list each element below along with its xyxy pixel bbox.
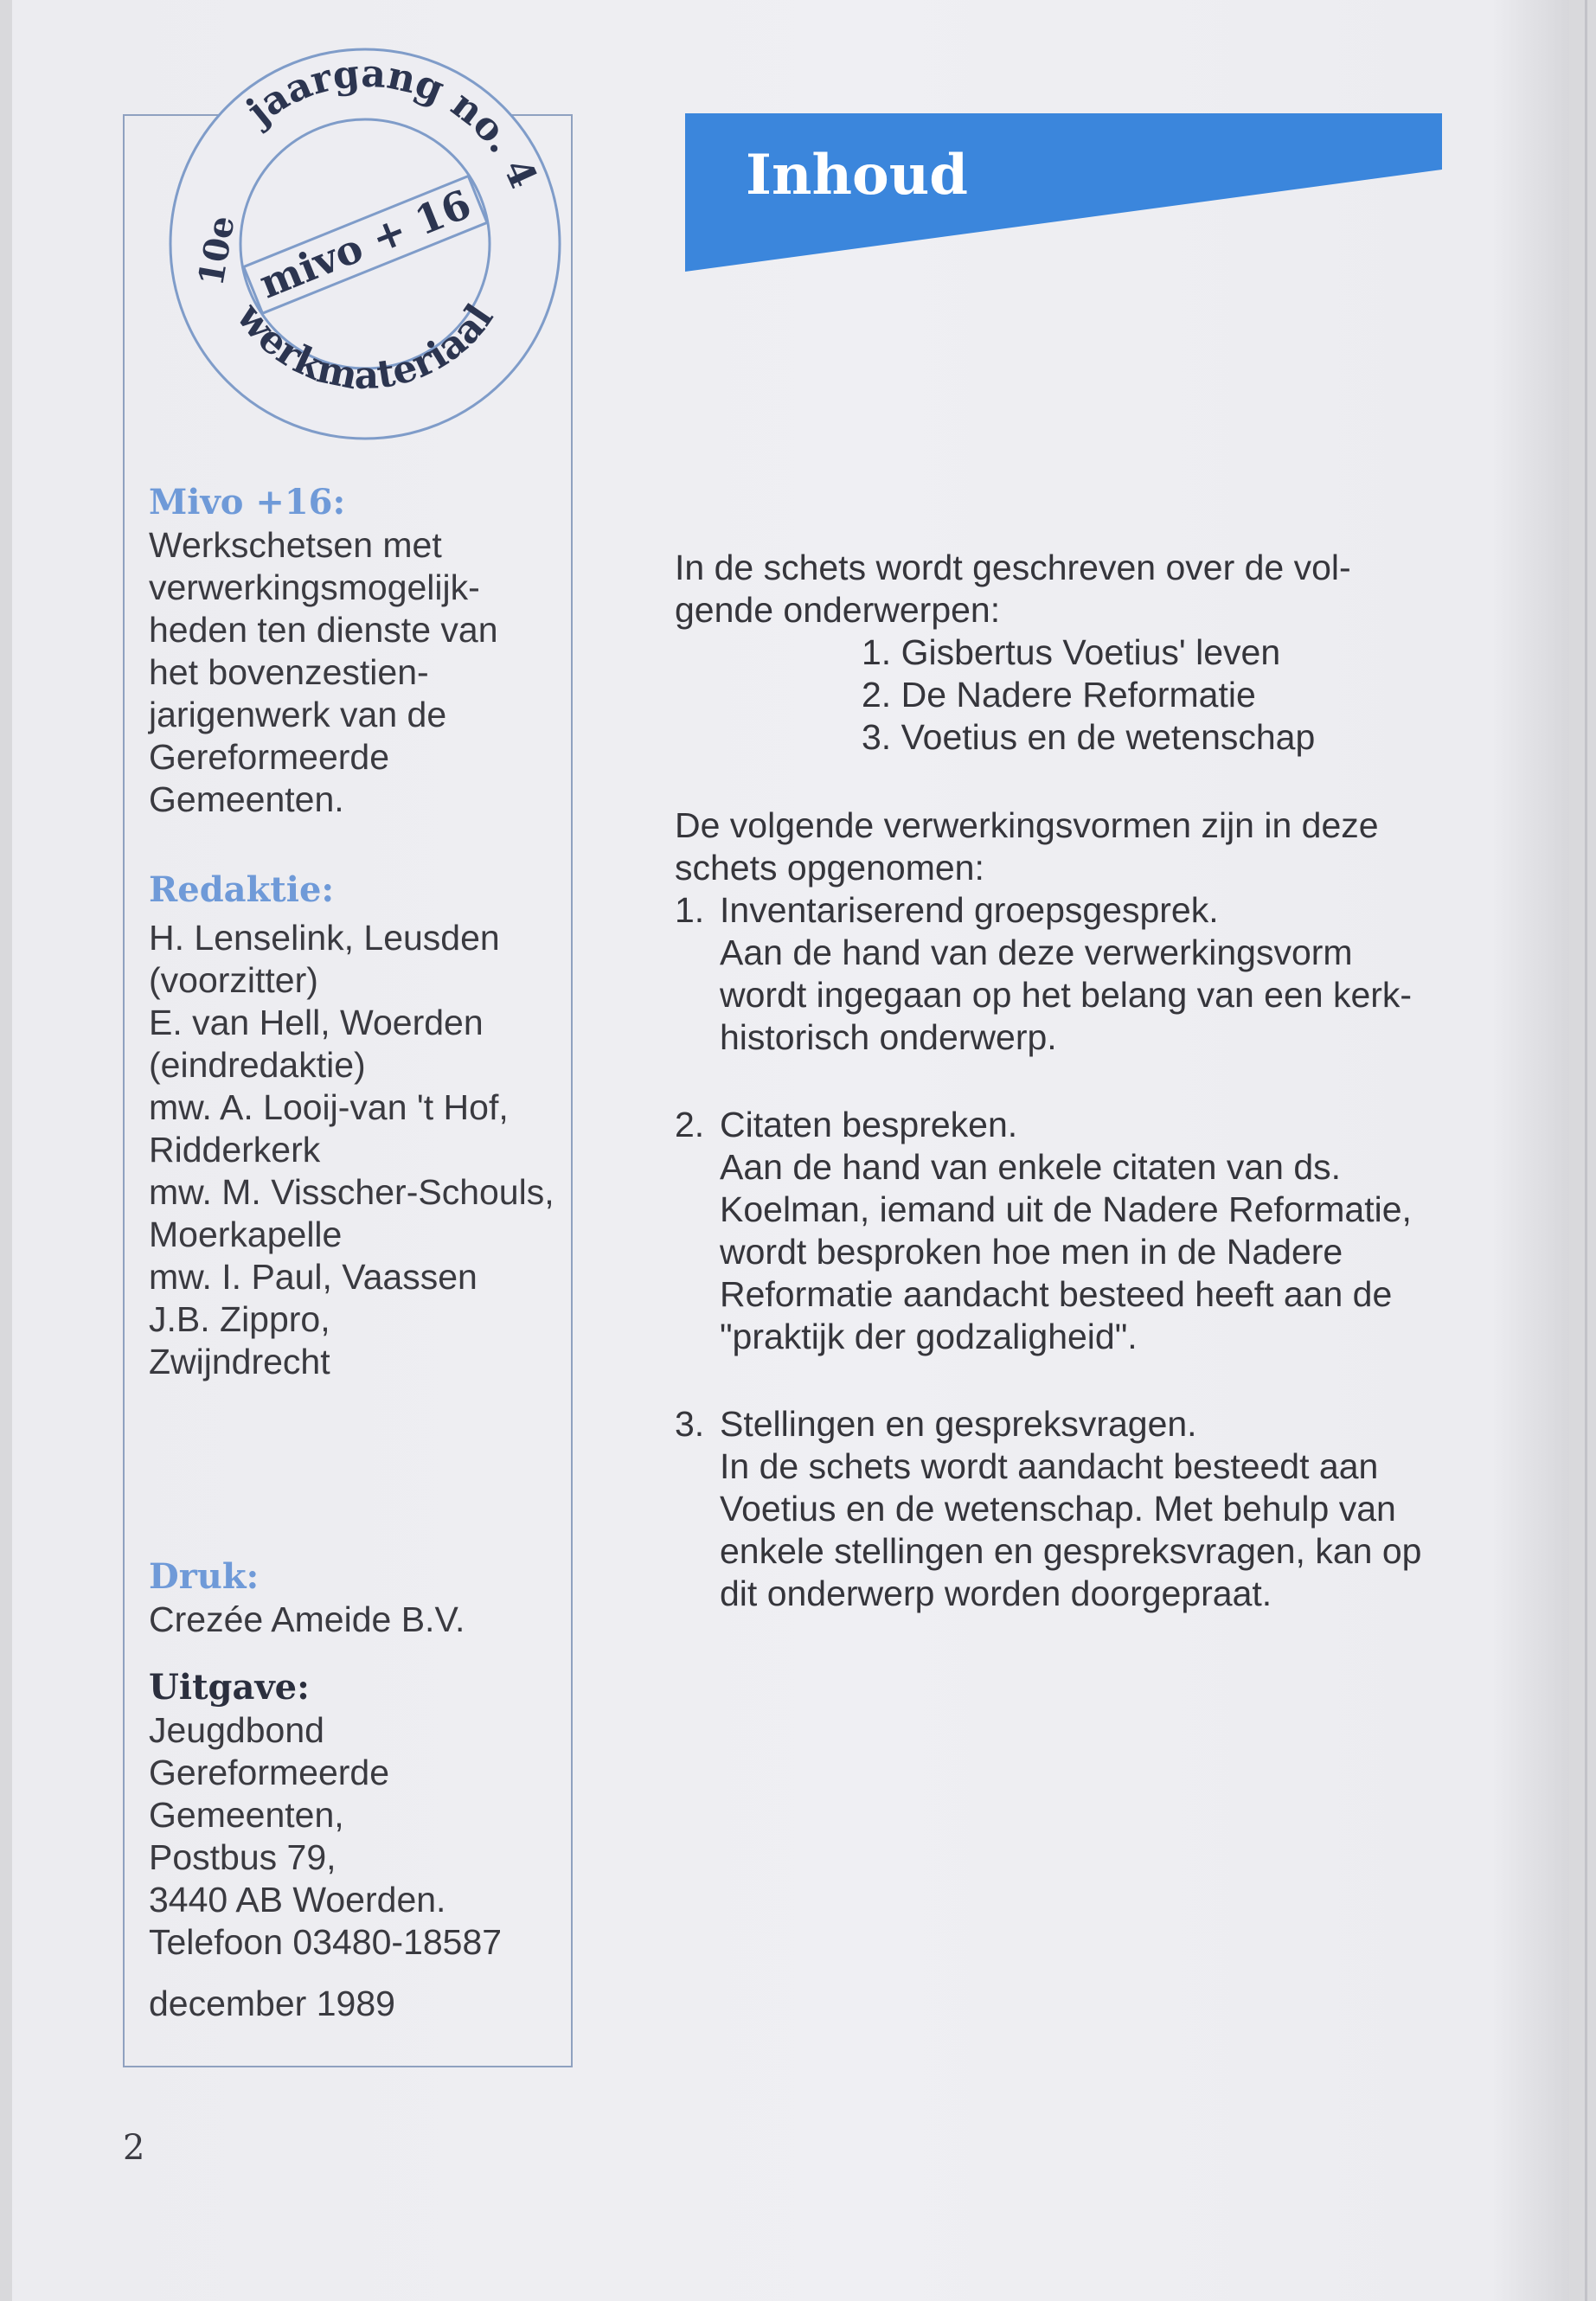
form-line: wordt ingegaan op het belang van een kerk- [720,975,1413,1015]
mivo-stamp-logo [157,28,573,443]
uitgave-line: Jeugdbond [149,1710,324,1750]
mivo-line: jarigenwerk van de [149,695,447,734]
topic-item: 3. Voetius en de wetenschap [862,717,1316,757]
forms-intro-line: De volgende verwerkingsvormen zijn in deze [675,805,1379,845]
topics [862,631,1467,759]
page-number: 2 [123,2128,145,2168]
form-body [720,889,1472,1059]
stamp-bottom-arc-text: werkmateriaal [228,295,503,399]
form-line: Citaten bespreken. [720,1105,1018,1144]
uitgave-heading: Uitgave: [149,1667,310,1708]
redaktie-list [149,917,581,1383]
mivo-line: Gemeenten. [149,779,344,819]
sidebar-mivo-section [149,481,581,821]
form-number: 1. [675,890,705,930]
redaktie-line: mw. A. Looij-van 't Hof, [149,1087,509,1127]
stamp-top-arc-text: jaargang no. 4 [238,51,546,195]
intro-text [675,547,1471,631]
druk-text [149,1599,581,1641]
redaktie-line: (eindredaktie) [149,1045,366,1085]
intro-paragraph [675,547,1471,631]
sidebar-redaktie-section [149,868,581,1383]
uitgave-line: 3440 AB Woerden. [149,1880,446,1920]
redaktie-line: Zwijndrecht [149,1342,330,1381]
form-line: "praktijk der godzaligheid". [720,1317,1138,1356]
topic-item: 2. De Nadere Reformatie [862,675,1256,715]
form-line: Aan de hand van enkele citaten van ds. [720,1147,1342,1187]
form-body [720,1403,1472,1615]
uitgave-line: Gemeenten, [149,1795,344,1835]
inhoud-title: Inhoud [746,143,968,208]
form-line: Koelman, iemand uit de Nadere Reformatie, [720,1189,1412,1229]
redaktie-line: mw. I. Paul, Vaassen [149,1257,478,1297]
mivo-line: het bovenzestien- [149,652,429,692]
form-line: enkele stellingen en gespreksvragen, kan op [720,1531,1422,1571]
uitgave-line: Gereformeerde [149,1753,390,1792]
topics-list [862,631,1467,759]
form-number: 2. [675,1105,705,1144]
redaktie-line: J.B. Zippro, [149,1299,330,1339]
intro-line: In de schets wordt geschreven over de vol- [675,548,1351,587]
uitgave-line: Telefoon 03480-18587 [149,1922,503,1962]
druk-line: Crezée Ameide B.V. [149,1599,465,1639]
intro-line: gende onderwerpen: [675,590,1001,630]
stamp-svg [157,28,573,443]
redaktie-line: mw. M. Visscher-Schouls, [149,1172,554,1212]
stamp-left-text: 10e [190,213,243,290]
inhoud-banner [685,113,1442,272]
mivo-heading: Mivo +16: [149,482,346,522]
redaktie-line: (voorzitter) [149,960,318,1000]
uitgave-line: Postbus 79, [149,1837,337,1877]
redaktie-line: E. van Hell, Woerden [149,1003,484,1042]
form-line: Voetius en de wetenschap. Met behulp van [720,1489,1396,1529]
forms-intro-line: schets opgenomen: [675,848,984,888]
redaktie-line: Ridderkerk [149,1130,321,1170]
form-body [720,1104,1472,1358]
form-line: historisch onderwerp. [720,1017,1057,1057]
form-line: Aan de hand van deze verwerkingsvorm [720,933,1353,972]
redaktie-heading: Redaktie: [149,869,335,910]
mivo-line: heden ten dienste van [149,610,498,650]
forms-intro-paragraph [675,804,1471,889]
page-edge [1585,0,1587,2301]
topic-item: 1. Gisbertus Voetius' leven [862,632,1281,672]
sidebar-date: december 1989 [149,1984,395,2023]
form-line: Inventariserend groepsgesprek. [720,890,1219,930]
form-line: Stellingen en gespreksvragen. [720,1404,1197,1444]
form-line: In de schets wordt aandacht besteedt aan [720,1446,1379,1486]
form-line: wordt besproken hoe men in de Nadere [720,1232,1343,1272]
mivo-line: Werkschetsen met [149,525,442,565]
form-line: Reformatie aandacht besteed heeft aan de [720,1274,1393,1314]
uitgave-address [149,1709,581,1964]
forms-list [675,889,1471,1613]
redaktie-line: H. Lenselink, Leusden [149,918,500,958]
sidebar-druk-section [149,1555,581,1641]
forms-intro-text [675,804,1471,889]
redaktie-line: Moerkapelle [149,1215,343,1254]
form-line: dit onderwerp worden doorgepraat. [720,1574,1272,1613]
mivo-line: verwerkingsmogelijk- [149,567,480,607]
form-number: 3. [675,1404,705,1444]
mivo-line: Gereformeerde [149,737,390,777]
sidebar-uitgave-section [149,1666,581,1964]
stamp-center-text: mivo + 16 [253,180,478,308]
mivo-description [149,524,581,821]
druk-heading: Druk: [149,1556,260,1597]
